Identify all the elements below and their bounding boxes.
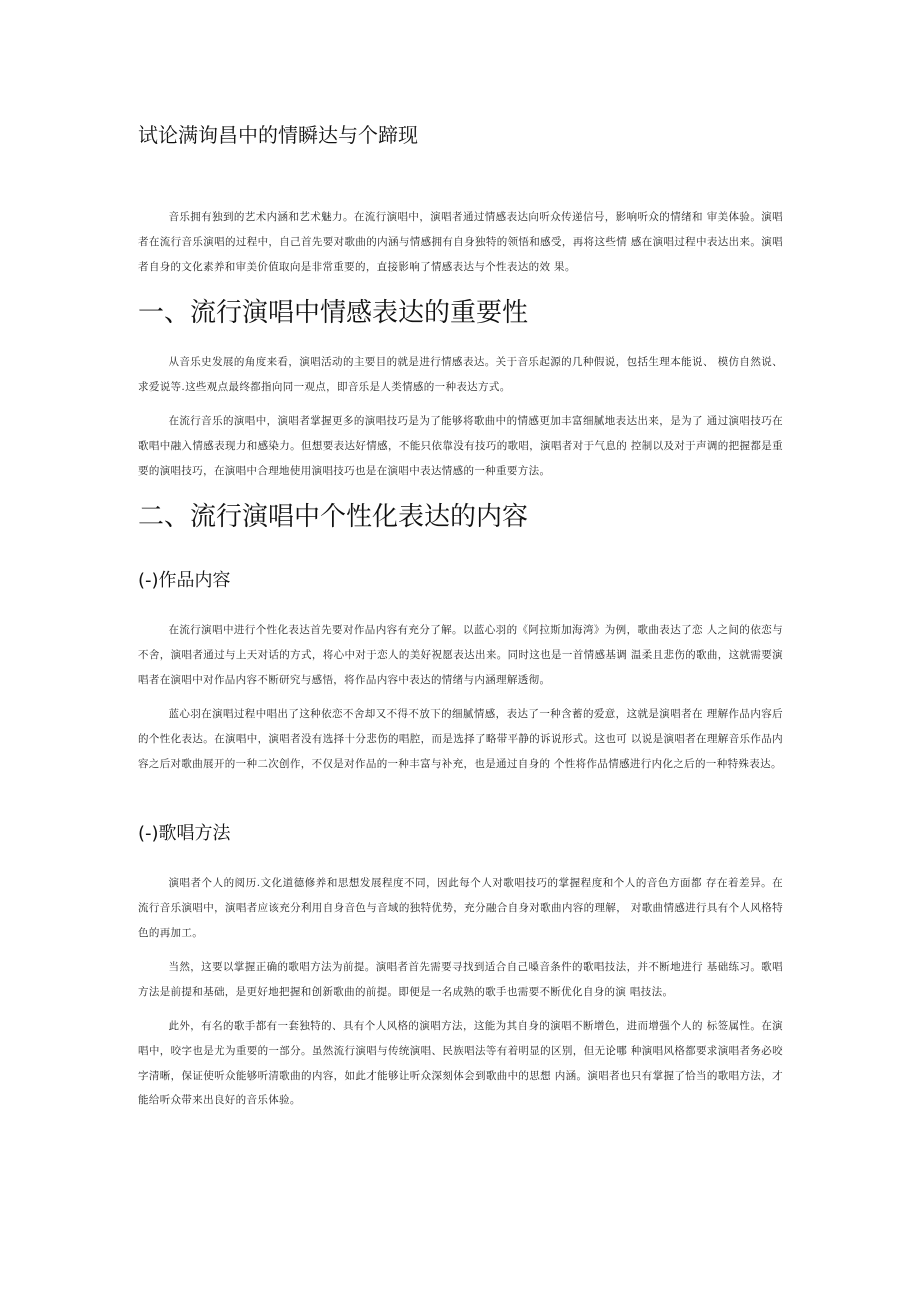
subsection-1-p1-block: [138, 618, 783, 692]
subsection-2-paragraph-2: 当然，这要以掌握正确的歌唱方法为前提。演唱者首先需要寻找到适合自己嗓音条件的歌唱技法，并不断地进行 基础练习。歌唱方法是前提和基础，是更好地把握和创新歌曲的前提。即便是一名成熟的歌手也需要不断优化自身的演 唱技法。: [138, 961, 783, 998]
section-1-p2-block: [138, 409, 783, 483]
subsection-1-paragraph-2: 蓝心羽在演唱过程中唱出了这种依恋不舍却又不得不放下的细腻情感，表达了一种含蓄的爱意，这就是演唱者在 理解作品内容后的个性化表达。在演唱中，演唱者没有选择十分悲伤的唱腔，而是选择了略带平静的诉说形式。这也可 以说是演唱者在理解音乐作品内容之后对歌曲展开的一种二次创作，不仅是对作品的一种丰富与补充，也是通过自身的 个性将作品情感进行内化之后的一种特殊表达。: [138, 708, 783, 770]
section-1-paragraph-1: 从音乐史发展的角度来看，演唱活动的主要目的就是进行情感表达。关于音乐起源的几种假说，包括生理本能说、 模仿自然说、求爱说等.这些观点最终都指向同一观点，即音乐是人类情感的一种表达方式。: [138, 356, 783, 393]
subsection-1-heading-block: [138, 569, 783, 593]
intro-block: [138, 205, 783, 279]
subsection-1-p2-block: [138, 702, 783, 776]
subsection-2-heading: (-)歌唱方法: [138, 823, 231, 844]
subsection-2-paragraph-1: 演唱者个人的阅历.文化道德修养和思想发展程度不同，因此每个人对歌唱技巧的掌握程度和个人的音色方面都 存在着差异。在流行音乐演唱中，演唱者应该充分利用自身音色与音域的独特优势，充分融合自身对歌曲内容的理解， 对歌曲情感进行具有个人风格特色的再加工。: [138, 877, 783, 939]
intro-paragraph: 音乐拥有独到的艺术内涵和艺术魅力。在流行演唱中，演唱者通过情感表达向听众传递信号，影响听众的情绪和 审美体验。演唱者在流行音乐演唱的过程中，自己首先要对歌曲的内涵与情感拥有自身独特的领悟和感受，再将这些情 感在演唱过程中表达出来。演唱者自身的文化素养和审美价值取向是非常重要的，直接影响了情感表达与个性表达的效 果。: [138, 211, 783, 273]
section-2-heading-block: [138, 500, 783, 534]
section-1-p1-block: [138, 350, 783, 400]
section-1-heading: 一、流行演唱中情感表达的重要性: [138, 298, 529, 328]
section-2-heading: 二、流行演唱中个性化表达的内容: [138, 502, 529, 532]
subsection-2-p3-block: [138, 1014, 783, 1113]
subsection-1-paragraph-1: 在流行演唱中进行个性化表达首先要对作品内容有充分了解。以蓝心羽的《阿拉斯加海湾》为例，歌曲表达了恋 人之间的依恋与不舍，演唱者通过与上天对话的方式，将心中对于恋人的美好祝愿表达出来。同时这也是一首情感基调 温柔且悲伤的歌曲，这就需要演唱者在演唱中对作品内容不断研究与感悟，将作品内容中表达的情绪与内涵理解透彻。: [138, 624, 783, 686]
subsection-2-paragraph-3: 此外，有名的歌手都有一套独特的、具有个人风格的演唱方法，这能为其自身的演唱不断增色，进而增强个人的 标签属性。在演唱中，咬字也是尤为重要的一部分。虽然流行演唱与传统演唱、民族唱法等有着明显的区别，但无论哪 种演唱风格都要求演唱者务必咬字清晰，保证使听众能够听清歌曲的内容，如此才能够让听众深刻体会到歌曲中的思想 内涵。演唱者也只有掌握了恰当的歌唱方法，才能给听众带来出良好的音乐体验。: [138, 1020, 783, 1107]
subsection-2-p1-block: [138, 871, 783, 945]
subsection-2-heading-block: [138, 822, 783, 846]
section-1-paragraph-2: 在流行音乐的演唱中，演唱者掌握更多的演唱技巧是为了能够将歌曲中的情感更加丰富细腻地表达出来，是为了 通过演唱技巧在歌唱中融入情感表现力和感染力。但想要表达好情感，不能只依靠没有技巧的歌唱，演唱者对于气息的 控制以及对于声调的把握都是重要的演唱技巧，在演唱中合理地使用演唱技巧也是在演唱中表达情感的一种重要方法。: [138, 415, 783, 477]
subsection-2-p2-block: [138, 955, 783, 1005]
document-title: 试论满询昌中的情瞬达与个蹄现: [138, 123, 418, 147]
subsection-1-heading: (-)作品内容: [138, 570, 231, 591]
section-1-heading-block: [138, 296, 783, 330]
